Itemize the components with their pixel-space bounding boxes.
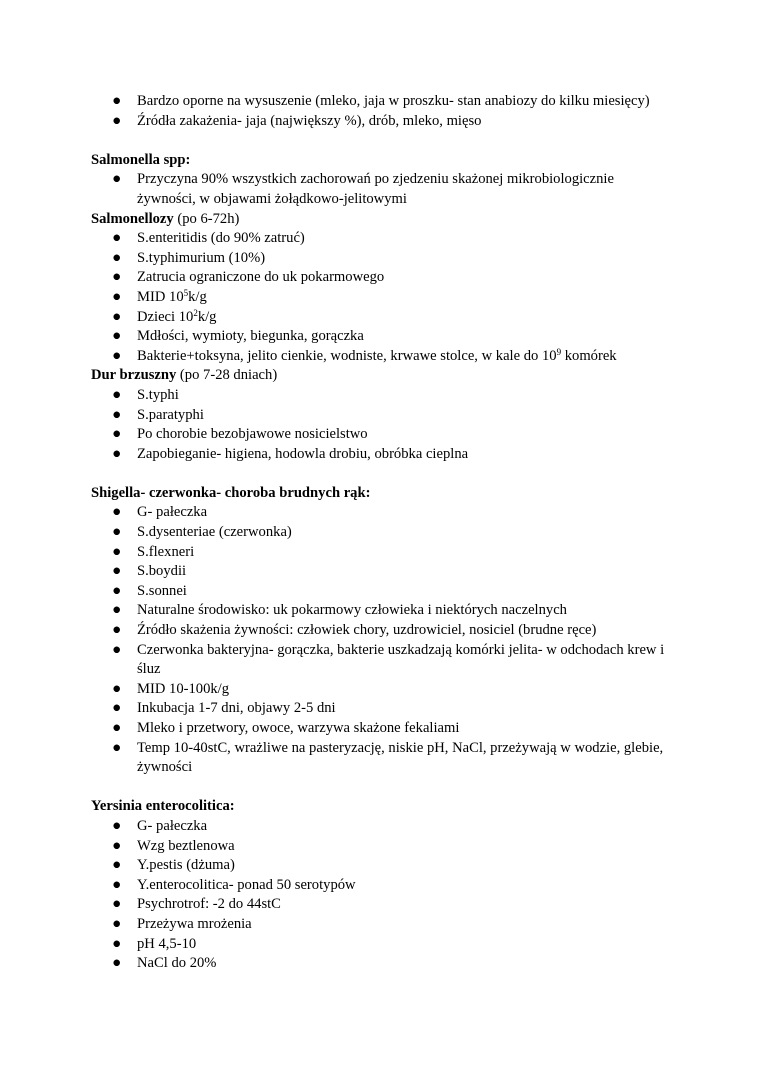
list-item [91, 308, 671, 328]
list-item: ● S.dysenteriae (czerwonka) [91, 523, 671, 543]
list-item-text-after: k/g [197, 308, 217, 325]
bullet-list [91, 386, 671, 464]
list-item: ● Psychrotrof: -2 do 44stC [91, 895, 671, 915]
list-item: ● Inkubacja 1-7 dni, objawy 2-5 dni [91, 699, 671, 719]
bullet-list [91, 503, 671, 777]
list-item-text: Bakterie+toksyna, jelito cienkie, wodniste, krwawe stolce, w kale do 10 [137, 347, 557, 364]
list-item: ● S.enteritidis (do 90% zatruć) [91, 229, 671, 249]
section-heading-text: Salmonellozy [91, 210, 174, 227]
section-heading [91, 484, 671, 504]
document-content [91, 92, 671, 974]
list-item: ● Temp 10-40stC, wrażliwe na pasteryzację, niskie pH, NaCl, przeżywają w wodzie, glebie, żywności [91, 739, 671, 778]
list-item: ● Y.enterocolitica- ponad 50 serotypów [91, 876, 671, 896]
section-heading [91, 151, 671, 171]
list-item-text-after: k/g [188, 288, 207, 305]
section-heading-text: Yersinia enterocolitica: [91, 798, 235, 815]
superscript-exponent: 5 [183, 287, 189, 298]
list-item-text: Dzieci 10 [137, 308, 194, 325]
list-item: ● Źródło skażenia żywności: człowiek chory, uzdrowiciel, nosiciel (brudne ręce) [91, 621, 671, 641]
section-heading-note: (po 6-72h) [173, 210, 240, 227]
blank-line [91, 131, 671, 151]
list-item: ● MID 10-100k/g [91, 680, 671, 700]
list-item: ● S.typhi [91, 386, 671, 406]
blank-line [91, 464, 671, 484]
list-item: ● Po chorobie bezobjawowe nosicielstwo [91, 425, 671, 445]
section-heading-text: Shigella- czerwonka- choroba brudnych rąk: [91, 484, 371, 501]
list-item: ● Mleko i przetwory, owoce, warzywa skażone fekaliami [91, 719, 671, 739]
list-item: ● S.paratyphi [91, 406, 671, 426]
list-item: ● NaCl do 20% [91, 954, 671, 974]
section-heading [91, 210, 671, 230]
section-heading-text: Dur brzuszny [91, 367, 177, 384]
blank-line [91, 778, 671, 798]
list-item: ● Mdłości, wymioty, biegunka, gorączka [91, 327, 671, 347]
list-item-text-after: komórek [561, 347, 617, 364]
list-item: ● Zapobieganie- higiena, hodowla drobiu, obróbka cieplna [91, 445, 671, 465]
list-item: ● G- pałeczka [91, 817, 671, 837]
list-item: ● Źródła zakażenia- jaja (największy %), drób, mleko, mięso [91, 112, 671, 132]
list-item: ● Wzg beztlenowa [91, 837, 671, 857]
list-item: ● Przyczyna 90% wszystkich zachorowań po zjedzeniu skażonej mikrobiologicznie żywności, w objawami żołądkowo-jelitowymi [91, 170, 671, 209]
list-item: ● S.boydii [91, 562, 671, 582]
list-item: ● S.sonnei [91, 582, 671, 602]
list-item: ● Bardzo oporne na wysuszenie (mleko, jaja w proszku- stan anabiozy do kilku miesięcy) [91, 92, 671, 112]
section-heading-note: (po 7-28 dniach) [176, 367, 278, 384]
list-item: ● S.typhimurium (10%) [91, 249, 671, 269]
list-item: ● Naturalne środowisko: uk pokarmowy człowieka i niektórych naczelnych [91, 601, 671, 621]
superscript-exponent: 9 [556, 346, 562, 357]
bullet-list [91, 92, 671, 131]
list-item: ● Zatrucia ograniczone do uk pokarmowego [91, 268, 671, 288]
bullet-list [91, 817, 671, 974]
list-item: ● G- pałeczka [91, 503, 671, 523]
superscript-exponent: 2 [193, 307, 198, 318]
list-item [91, 288, 671, 308]
section-heading-text: Salmonella spp: [91, 151, 191, 168]
section-heading [91, 797, 671, 817]
list-item: ● pH 4,5-10 [91, 935, 671, 955]
list-item: ● S.flexneri [91, 543, 671, 563]
bullet-list [91, 170, 671, 209]
section-heading [91, 366, 671, 386]
bullet-list [91, 229, 671, 366]
list-item: ● Czerwonka bakteryjna- gorączka, bakterie uszkadzają komórki jelita- w odchodach krew i śluz [91, 641, 671, 680]
list-item-text: MID 10 [137, 288, 184, 305]
list-item [91, 347, 671, 367]
list-item: ● Przeżywa mrożenia [91, 915, 671, 935]
list-item: ● Y.pestis (dżuma) [91, 856, 671, 876]
